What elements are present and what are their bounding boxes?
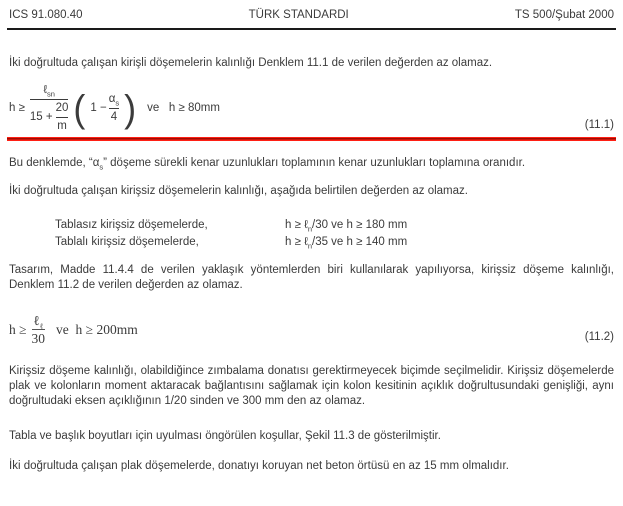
row-condition: h ≥ ℓ$_n$/30 ve h ≥ 180 mm bbox=[285, 219, 408, 234]
fraction-bar bbox=[30, 99, 69, 100]
open-paren: ( bbox=[73, 86, 86, 130]
row-label: Tablasız kirişsiz döşemelerde, bbox=[55, 219, 208, 231]
eq2-fraction bbox=[32, 313, 46, 346]
eq1-main-fraction bbox=[30, 83, 69, 134]
eq1-lhs: h ≥ bbox=[9, 102, 25, 114]
conditions-table bbox=[9, 217, 614, 251]
eq1-alpha-fraction: $\frac{\alpha_s}{4}$ bbox=[108, 93, 120, 123]
red-divider bbox=[7, 137, 616, 141]
equation-11-1 bbox=[9, 83, 220, 134]
fraction-bar bbox=[56, 117, 69, 118]
eq1-condition: ve h ≥ 80mm bbox=[147, 102, 220, 114]
eq1-inner-fraction: $\frac{20}{m}$ bbox=[55, 102, 69, 132]
document-header bbox=[9, 0, 614, 23]
equation-11-2-row bbox=[9, 313, 614, 346]
eq1-factor: 1 − $\frac{\alpha_s}{4}$ bbox=[90, 93, 120, 123]
fraction-bar bbox=[32, 329, 46, 330]
eq2-lhs: h ≥ bbox=[9, 322, 27, 337]
close-paren: ) bbox=[124, 86, 137, 130]
paragraph-concrete-cover: İki doğrultuda çalışan plak döşemelerde, donatıyı koruyan net beton örtüsü en az 15 mm olmalıdır. bbox=[9, 460, 509, 472]
eq1-denominator: 15 + $\frac{20}{m}$ bbox=[29, 102, 69, 132]
paragraph-intro-conditions: İki doğrultuda çalışan kirişsiz döşemelerin kalınlığı, aşağıda belirtilen değerden az olamaz. bbox=[9, 185, 468, 197]
paragraph-design-method: Tasarım, Madde 11.4.4 de verilen yaklaşık yöntemlerden biri kullanılarak yapılıyorsa, kirişsiz döşeme kalınlığı, Denklem 11.2 de verilen değerden az olamaz. bbox=[9, 264, 614, 291]
paragraph-intro-eq1: İki doğrultuda çalışan kirişli döşemelerin kalınlığı Denklem 11.1 de verilen değerden az olamaz. bbox=[9, 57, 493, 69]
row-condition: h ≥ ℓ$_n$/35 ve h ≥ 140 mm bbox=[285, 236, 408, 251]
equation-number-11-1: (11.1) bbox=[584, 119, 614, 131]
paragraph-punching-shear: Kirişsiz döşeme kalınlığı, olabildiğince zımbalama donatısı gerektirmeyecek biçimde seçilmelidir. Kirişsiz döşemelerde plak ve kolonların moment aktaracak bağlantısını sağlamak için kolon kesitinin açıklık doğrultusundaki genişliği, aynı doğrultudaki eksen açıklığının 1/20 sinden ve 300 mm den az olamaz. bbox=[9, 365, 614, 407]
eq1-numerator: ℓ$_{sn}$ bbox=[43, 84, 55, 99]
eq2-denominator: 30 bbox=[31, 331, 46, 346]
equation-11-2 bbox=[9, 313, 138, 346]
equation-11-1-row bbox=[9, 83, 614, 134]
fraction-bar bbox=[109, 108, 119, 109]
table-row bbox=[55, 217, 614, 234]
header-title: TÜRK STANDARDI bbox=[248, 9, 349, 21]
header-reference: TS 500/Şubat 2000 bbox=[514, 9, 614, 21]
paragraph-alpha-definition: Bu denklemde, “$\alpha_s$” döşeme sürekli kenar uzunlukları toplamının kenar uzunlukları toplamına oranıdır. bbox=[9, 157, 526, 172]
table-row bbox=[55, 234, 614, 251]
eq1-alpha: $\alpha_s$ bbox=[108, 93, 120, 108]
paragraph-figure-reference: Tabla ve başlık boyutları için uyulması öngörülen koşullar, Şekil 11.3 de gösterilmiştir. bbox=[9, 430, 441, 442]
equation-number-11-2: (11.2) bbox=[584, 331, 614, 343]
eq2-numerator: ℓ$_\ell$ bbox=[33, 313, 44, 331]
row-label: Tablalı kirişsiz döşemelerde, bbox=[55, 236, 199, 248]
header-ics-code: ICS 91.080.40 bbox=[9, 9, 83, 21]
header-divider bbox=[7, 28, 616, 30]
eq2-condition: ve h ≥ 200mm bbox=[56, 322, 138, 337]
